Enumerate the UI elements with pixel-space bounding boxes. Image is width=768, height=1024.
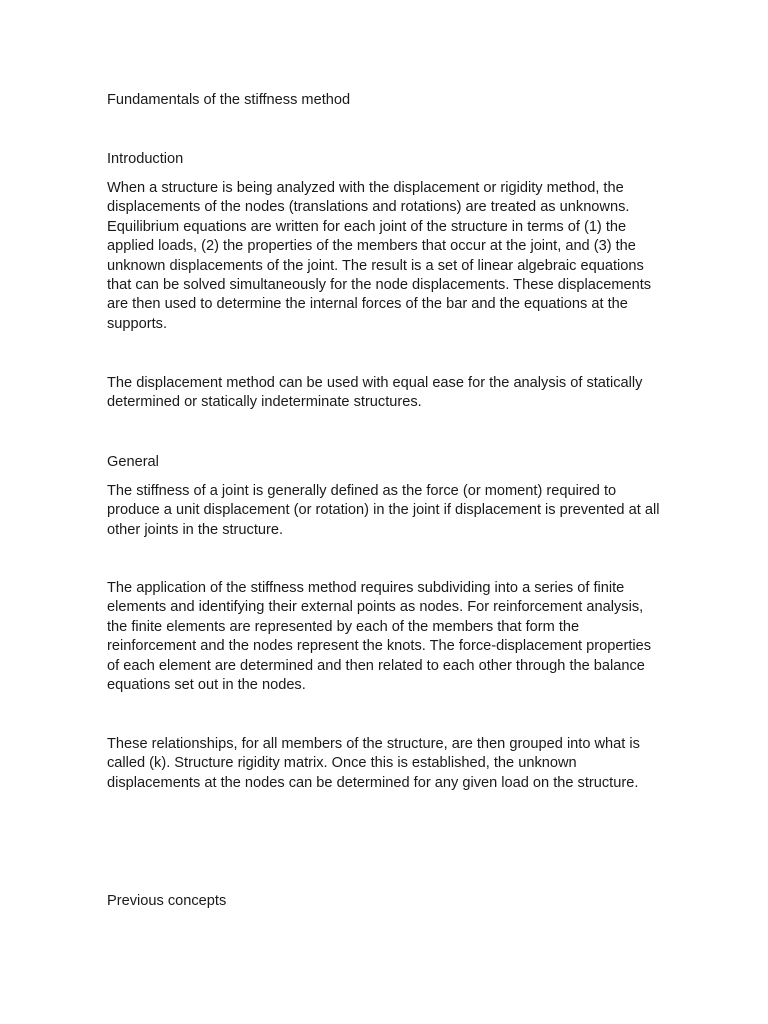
- general-paragraph-2: The application of the stiffness method requires subdividing into a series of finite elements and identifying their external points as nodes. For reinforcement analysis, the finite elements are represented by each of the members that form the reinforcement and the nodes represent the knots. The force-displacement properties of each element are determined and then related to each other through the balance equations set out in the nodes.: [107, 580, 652, 694]
- general-paragraph-1: The stiffness of a joint is generally defined as the force (or moment) required to produce a unit displacement (or rotation) in the joint if displacement is prevented at all other joints in the structure.: [107, 483, 660, 538]
- introduction-paragraph-2: The displacement method can be used with equal ease for the analysis of statically determined or statically indeterminate structures.: [107, 375, 643, 411]
- document-title: Fundamentals of the stiffness method: [107, 92, 351, 108]
- section-heading-introduction: Introduction: [107, 151, 184, 167]
- section-heading-previous-concepts: Previous concepts: [107, 893, 227, 909]
- general-paragraph-3: These relationships, for all members of the structure, are then grouped into what is called (k). Structure rigidity matrix. Once this is established, the unknown displacements at the nodes can be determined for any given load on the structure.: [107, 736, 640, 791]
- section-heading-general: General: [107, 454, 159, 470]
- introduction-paragraph-1: When a structure is being analyzed with the displacement or rigidity method, the displacements of the nodes (translations and rotations) are treated as unknowns. Equilibrium equations are written for each joint of the structure in terms of (1) the applied loads, (2) the properties of the members that occur at the joint, and (3) the unknown displacements of the joint. The result is a set of linear algebraic equations that can be solved simultaneously for the node displacements. These displacements are then used to determine the internal forces of the bar and the equations at the supports.: [107, 180, 652, 332]
